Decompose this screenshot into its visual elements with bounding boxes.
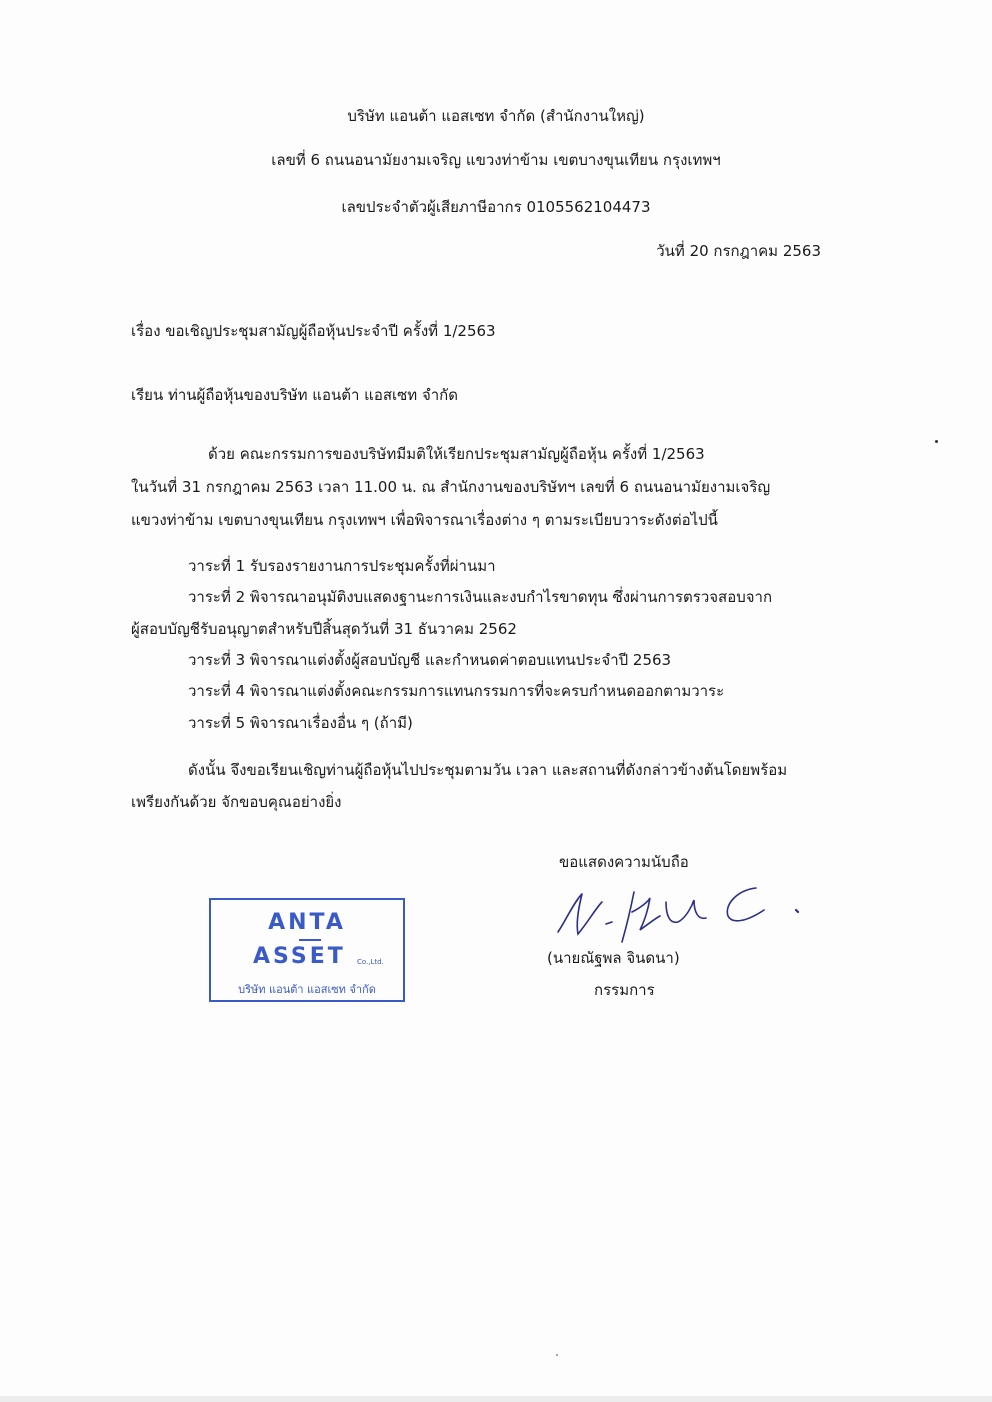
company-name: บริษัท แอนต้า แอสเซท จำกัด (สำนักงานใหญ่) xyxy=(347,107,645,125)
agenda-item-2: วาระที่ 2 พิจารณาอนุมัติงบแสดงฐานะการเงินและงบกำไรขาดทุน ซึ่งผ่านการตรวจสอบจาก xyxy=(188,588,773,606)
company-address: เลขที่ 6 ถนนอนามัยงามเจริญ แขวงท่าข้าม เขตบางขุนเทียน กรุงเทพฯ xyxy=(271,151,721,169)
agenda-item-2-continued: ผู้สอบบัญชีรับอนุญาตสำหรับปีสิ้นสุดวันที่ 31 ธันวาคม 2562 xyxy=(131,620,517,638)
body-line-1: ด้วย คณะกรรมการของบริษัทมีมติให้เรียกประชุมสามัญผู้ถือหุ้น ครั้งที่ 1/2563 xyxy=(208,445,705,463)
conclusion-line-1: ดังนั้น จึงขอเรียนเชิญท่านผู้ถือหุ้นไปประชุมตามวัน เวลา และสถานที่ดังกล่าวข้างต้นโดยพร้อม xyxy=(188,761,788,779)
letter-subject: เรื่อง ขอเชิญประชุมสามัญผู้ถือหุ้นประจำปี ครั้งที่ 1/2563 xyxy=(131,322,496,340)
company-stamp xyxy=(209,898,405,1002)
signer-position: กรรมการ xyxy=(594,981,655,999)
closing-phrase: ขอแสดงความนับถือ xyxy=(559,853,689,871)
agenda-item-1: วาระที่ 1 รับรองรายงานการประชุมครั้งที่ผ่านมา xyxy=(188,557,496,575)
signer-name: (นายณัฐพล จินดนา) xyxy=(547,949,680,967)
body-line-3: แขวงท่าข้าม เขตบางขุนเทียน กรุงเทพฯ เพื่อพิจารณาเรื่องต่าง ๆ ตามระเบียบวาระดังต่อไปนี้ xyxy=(131,511,718,529)
agenda-item-3: วาระที่ 3 พิจารณาแต่งตั้งผู้สอบบัญชี และกำหนดค่าตอบแทนประจำปี 2563 xyxy=(188,651,672,669)
stamp-text-thai: บริษัท แอนต้า แอสเซท จำกัด xyxy=(238,983,376,996)
stamp-divider xyxy=(299,939,321,941)
letter-salutation: เรียน ท่านผู้ถือหุ้นของบริษัท แอนต้า แอสเซท จำกัด xyxy=(131,386,458,404)
conclusion-line-2: เพรียงกันด้วย จักขอบคุณอย่างยิ่ง xyxy=(131,793,342,811)
handwritten-signature xyxy=(548,872,818,952)
scan-speck xyxy=(935,440,938,443)
letter-date: วันที่ 20 กรกฎาคม 2563 xyxy=(656,242,821,260)
scan-edge xyxy=(0,1396,992,1402)
scan-speck xyxy=(556,1354,558,1356)
stamp-text-asset: ASSET xyxy=(253,944,346,969)
body-line-2: ในวันที่ 31 กรกฎาคม 2563 เวลา 11.00 น. ณ สำนักงานของบริษัทฯ เลขที่ 6 ถนนอนามัยงามเจริญ xyxy=(131,478,771,496)
agenda-item-5: วาระที่ 5 พิจารณาเรื่องอื่น ๆ (ถ้ามี) xyxy=(188,714,413,732)
stamp-text-anta: ANTA xyxy=(268,910,346,935)
stamp-text-suffix: Co.,Ltd. xyxy=(357,958,384,966)
tax-id: เลขประจำตัวผู้เสียภาษีอากร 0105562104473 xyxy=(341,198,651,216)
agenda-item-4: วาระที่ 4 พิจารณาแต่งตั้งคณะกรรมการแทนกรรมการที่จะครบกำหนดออกตามวาระ xyxy=(188,682,725,700)
